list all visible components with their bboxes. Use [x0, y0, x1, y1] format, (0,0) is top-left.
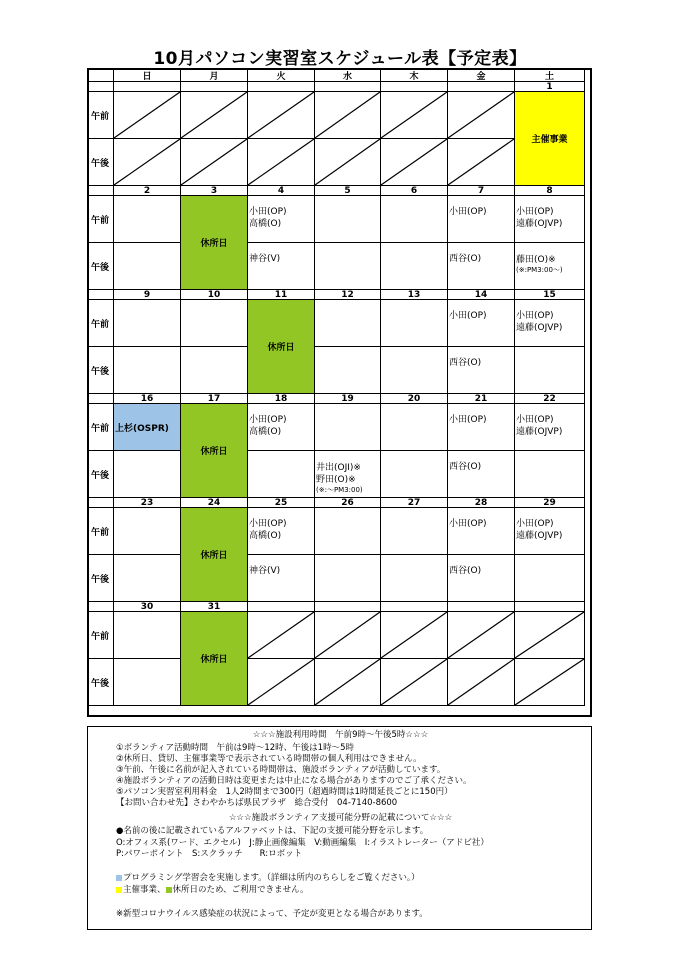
date-number [181, 82, 248, 92]
weekday-header: 土 [515, 70, 585, 82]
empty-slot [381, 347, 448, 394]
cell-label: 休所日 [200, 239, 228, 249]
empty-slot [114, 555, 181, 602]
empty-slot [315, 404, 381, 451]
empty-slot [381, 508, 448, 555]
volunteer-slot [448, 243, 515, 290]
legend-blue [116, 873, 420, 884]
diagonal-line [315, 92, 380, 138]
hours-heading: ☆☆☆施設利用時間 午前9時～午後5時☆☆☆ [252, 730, 429, 740]
diagonal-line [448, 659, 514, 705]
diagonal-line [381, 612, 447, 658]
blocked-slot [315, 659, 381, 706]
am-label: 午前 [89, 92, 114, 139]
date-number: 1 [515, 82, 585, 92]
volunteer-name: 西谷(O) [449, 462, 482, 472]
volunteer-name: 西谷(O) [449, 254, 482, 264]
date-number: 27 [381, 498, 448, 508]
volunteer-name: 小田(OP) [249, 207, 287, 217]
empty-slot [114, 347, 181, 394]
volunteer-name: 遠藤(OJVP) [516, 323, 563, 333]
diagonal-line [114, 92, 180, 138]
empty-slot [381, 196, 448, 243]
green-swatch [166, 887, 172, 893]
volunteer-slot [448, 508, 515, 555]
cell-label: 休所日 [200, 551, 228, 561]
volunteer-name: 小田(OP) [249, 519, 287, 529]
pm-label: 午後 [89, 347, 114, 394]
date-number [315, 82, 381, 92]
diagonal-line [315, 659, 380, 705]
hosted-event-cell [515, 92, 585, 186]
empty-slot [114, 196, 181, 243]
blocked-slot [114, 92, 181, 139]
diagonal-line [248, 612, 314, 658]
diagonal-line [114, 139, 180, 185]
date-number: 31 [181, 602, 248, 612]
diagonal-line [381, 659, 447, 705]
blocked-slot [248, 92, 315, 139]
volunteer-name: 小田(OP) [516, 519, 554, 529]
diagonal-line [181, 139, 247, 185]
date-number: 11 [248, 290, 315, 300]
legend-green-text: 休所日のため、ご利用できません。 [172, 885, 309, 895]
date-number: 10 [181, 290, 248, 300]
volunteer-slot [448, 404, 515, 451]
diagonal-line [248, 659, 314, 705]
date-number [248, 602, 315, 612]
diagonal-line [381, 92, 447, 138]
codes-line-1: O:オフィス系(ワード、エクセル) J:静止画像編集 V:動画編集 I:イラストレーター（アドビ社） [116, 838, 489, 848]
pm-label: 午後 [89, 555, 114, 602]
date-number: 23 [114, 498, 181, 508]
time-note: (※:～PM3:00) [316, 486, 363, 494]
date-number: 14 [448, 290, 515, 300]
date-number: 16 [114, 394, 181, 404]
empty-slot [181, 347, 248, 394]
closed-day-cell [248, 300, 315, 394]
date-number: 12 [315, 290, 381, 300]
empty-slot [515, 451, 585, 498]
volunteer-slot [515, 243, 585, 290]
date-number [515, 602, 585, 612]
date-row-label [89, 498, 114, 508]
volunteer-name: 藤田(O)※ [516, 255, 556, 265]
blocked-slot [315, 92, 381, 139]
note-item: ⑤パソコン実習室利用料金 1人2時間まで300円（超過時間は1時間延長ごとに150円） [116, 787, 453, 797]
pm-label: 午後 [89, 451, 114, 498]
date-number: 3 [181, 186, 248, 196]
weekday-header: 木 [381, 70, 448, 82]
weekday-header: 火 [248, 70, 315, 82]
volunteer-name: 遠藤(OJVP) [516, 531, 563, 541]
blocked-slot [381, 659, 448, 706]
empty-slot [515, 347, 585, 394]
note-item: ①ボランティア活動時間 午前は9時～12時、午後は1時～5時 [116, 743, 354, 753]
cell-label: 休所日 [200, 655, 228, 665]
cell-label: 休所日 [200, 447, 228, 457]
empty-slot [114, 451, 181, 498]
volunteer-name: 井出(OJI)※ [316, 463, 361, 473]
date-number: 30 [114, 602, 181, 612]
volunteer-name: 小田(OP) [449, 415, 487, 425]
am-label: 午前 [89, 508, 114, 555]
date-number: 18 [248, 394, 315, 404]
date-number: 2 [114, 186, 181, 196]
volunteer-name: 小田(OP) [449, 311, 487, 321]
diagonal-line [448, 612, 514, 658]
weekday-header: 月 [181, 70, 248, 82]
volunteer-name: 小田(OP) [449, 519, 487, 529]
cell-label: 上杉(OSPR) [115, 423, 169, 434]
volunteer-name: 小田(OP) [249, 415, 287, 425]
blocked-slot [448, 659, 515, 706]
blocked-slot [248, 659, 315, 706]
diagonal-line [515, 612, 584, 658]
date-number [315, 602, 381, 612]
blocked-slot [248, 139, 315, 186]
volunteer-name: 西谷(O) [449, 566, 482, 576]
am-label: 午前 [89, 404, 114, 451]
volunteer-name: 神谷(V) [249, 566, 281, 576]
covid-notice: ※新型コロナウイルス感染症の状況によって、予定が変更となる場合があります。 [116, 909, 428, 919]
volunteer-slot [248, 404, 315, 451]
date-number [114, 82, 181, 92]
diagonal-line [248, 92, 314, 138]
diagonal-line [315, 139, 380, 185]
weekday-header: 金 [448, 70, 515, 82]
volunteer-name: 小田(OP) [516, 415, 554, 425]
blocked-slot [248, 612, 315, 659]
empty-slot [315, 196, 381, 243]
date-number: 29 [515, 498, 585, 508]
date-number: 28 [448, 498, 515, 508]
blocked-slot [315, 612, 381, 659]
volunteer-name: 野田(O)※ [316, 475, 356, 485]
empty-slot [315, 243, 381, 290]
cell-label: 主催事業 [531, 135, 568, 145]
yellow-swatch [116, 887, 122, 893]
date-number: 4 [248, 186, 315, 196]
empty-slot [381, 404, 448, 451]
blocked-slot [448, 92, 515, 139]
empty-slot [381, 451, 448, 498]
date-number: 20 [381, 394, 448, 404]
am-label: 午前 [89, 612, 114, 659]
support-intro: ●名前の後に記載されているアルファベットは、下記の支援可能分野を示します。 [116, 826, 429, 836]
pm-label: 午後 [89, 243, 114, 290]
empty-slot [315, 300, 381, 347]
notes-box [87, 726, 592, 930]
blocked-slot [381, 612, 448, 659]
date-row-label [89, 186, 114, 196]
am-label: 午前 [89, 300, 114, 347]
volunteer-name: 遠藤(OJVP) [516, 219, 563, 229]
volunteer-name: 遠藤(OJVP) [516, 427, 563, 437]
diagonal-line [248, 139, 314, 185]
date-number: 8 [515, 186, 585, 196]
legend-yellow-green [116, 885, 309, 896]
empty-slot [381, 243, 448, 290]
empty-slot [114, 300, 181, 347]
empty-slot [114, 243, 181, 290]
closed-day-cell [181, 196, 248, 290]
empty-slot [381, 300, 448, 347]
date-number: 17 [181, 394, 248, 404]
header-corner [89, 70, 114, 82]
date-number: 5 [315, 186, 381, 196]
calendar-table [87, 68, 592, 717]
empty-slot [181, 300, 248, 347]
empty-slot [114, 659, 181, 706]
pm-label: 午後 [89, 659, 114, 706]
empty-slot [515, 555, 585, 602]
cell-label: 休所日 [267, 343, 295, 353]
diagonal-line [315, 612, 380, 658]
volunteer-slot [448, 347, 515, 394]
volunteer-slot [448, 196, 515, 243]
note-item: ④施設ボランティアの活動日時は変更または中止になる場合がありますのでご了承ください。 [116, 776, 472, 786]
volunteer-name: 神谷(V) [249, 254, 281, 264]
empty-slot [315, 555, 381, 602]
date-row-label [89, 82, 114, 92]
date-number: 21 [448, 394, 515, 404]
volunteer-name: 西谷(O) [449, 358, 482, 368]
blocked-slot [515, 659, 585, 706]
volunteer-slot [448, 555, 515, 602]
date-row-label [89, 290, 114, 300]
blue-swatch [116, 875, 122, 881]
blocked-slot [381, 92, 448, 139]
date-number [381, 602, 448, 612]
time-note: (※:PM3:00～) [516, 266, 563, 274]
volunteer-slot [248, 196, 315, 243]
diagonal-line [181, 92, 247, 138]
date-number: 7 [448, 186, 515, 196]
blocked-slot [381, 139, 448, 186]
volunteer-slot [515, 300, 585, 347]
diagonal-line [515, 659, 584, 705]
date-number: 26 [315, 498, 381, 508]
blocked-slot [448, 139, 515, 186]
empty-slot [315, 347, 381, 394]
am-label: 午前 [89, 196, 114, 243]
blocked-slot [315, 139, 381, 186]
empty-slot [248, 451, 315, 498]
closed-day-cell [181, 612, 248, 706]
blocked-slot [114, 139, 181, 186]
blocked-slot [181, 92, 248, 139]
contact-line: 【お問い合わせ先】さわやかちば県民プラザ 総合受付 04-7140-8600 [116, 798, 398, 808]
date-number [248, 82, 315, 92]
blocked-slot [515, 612, 585, 659]
empty-slot [381, 555, 448, 602]
weekday-header: 水 [315, 70, 381, 82]
volunteer-slot [248, 508, 315, 555]
diagonal-line [381, 139, 447, 185]
volunteer-slot [315, 451, 381, 498]
legend-yellow-text: 主催事業、 [123, 885, 166, 895]
date-number: 13 [381, 290, 448, 300]
date-number: 19 [315, 394, 381, 404]
volunteer-slot [515, 196, 585, 243]
date-number: 9 [114, 290, 181, 300]
empty-slot [114, 508, 181, 555]
date-number [448, 602, 515, 612]
volunteer-name: 高橋(O) [249, 531, 282, 541]
date-row-label [89, 394, 114, 404]
volunteer-slot [515, 404, 585, 451]
date-number [448, 82, 515, 92]
volunteer-slot [248, 243, 315, 290]
codes-line-2: P:パワーポイント S:スクラッチ R:ロボット [116, 849, 303, 859]
empty-slot [114, 612, 181, 659]
date-number: 24 [181, 498, 248, 508]
page-title: 10月パソコン実習室スケジュール表【予定表】 [153, 49, 527, 69]
note-item: ③午前、午後に名前が記入されている時間帯は、施設ボランティアが活動しています。 [116, 765, 446, 775]
pm-label: 午後 [89, 139, 114, 186]
weekday-header: 日 [114, 70, 181, 82]
blocked-slot [181, 139, 248, 186]
date-number [381, 82, 448, 92]
date-number: 25 [248, 498, 315, 508]
volunteer-name: 高橋(O) [249, 427, 282, 437]
date-number: 15 [515, 290, 585, 300]
closed-day-cell [181, 404, 248, 498]
programming-class-cell [114, 404, 181, 451]
volunteer-slot [515, 508, 585, 555]
volunteer-slot [448, 451, 515, 498]
date-number: 22 [515, 394, 585, 404]
volunteer-name: 小田(OP) [516, 311, 554, 321]
date-row-label [89, 602, 114, 612]
diagonal-line [448, 92, 514, 138]
volunteer-name: 小田(OP) [516, 207, 554, 217]
legend-blue-text: プログラミング学習会を実施します。（詳細は所内のちらしをご覧ください。） [123, 873, 420, 883]
volunteer-slot [448, 300, 515, 347]
volunteer-name: 高橋(O) [249, 219, 282, 229]
volunteer-name: 小田(OP) [449, 207, 487, 217]
diagonal-line [448, 139, 514, 185]
note-item: ②休所日、貸切、主催事業等で表示されている時間帯の個人利用はできません。 [116, 754, 422, 764]
blocked-slot [448, 612, 515, 659]
empty-slot [315, 508, 381, 555]
closed-day-cell [181, 508, 248, 602]
support-heading: ☆☆☆施設ボランティア支援可能分野の記載について☆☆☆ [228, 813, 453, 823]
volunteer-slot [248, 555, 315, 602]
date-number: 6 [381, 186, 448, 196]
